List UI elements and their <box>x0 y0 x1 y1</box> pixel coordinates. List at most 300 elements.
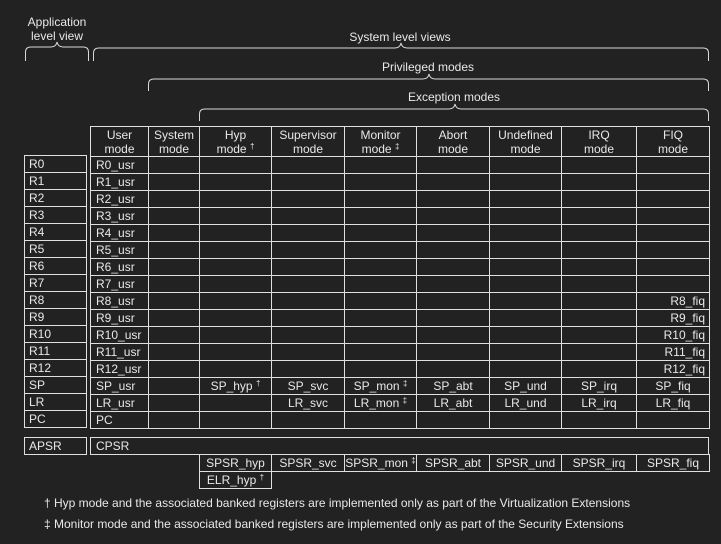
register-cell <box>91 327 149 344</box>
register-cell <box>562 412 637 429</box>
register-cell <box>490 191 562 208</box>
register-cell <box>200 395 272 412</box>
app-register-row <box>25 343 87 360</box>
register-cell <box>91 344 149 361</box>
register-cell <box>200 225 272 242</box>
register-cell <box>637 361 710 378</box>
register-cell <box>345 191 417 208</box>
register-cell <box>562 191 637 208</box>
register-name: SP_usr <box>96 379 136 393</box>
cpsr-table <box>90 437 709 455</box>
register-cell <box>200 327 272 344</box>
register-row <box>91 191 710 208</box>
register-cell <box>562 327 637 344</box>
register-cell <box>490 157 562 174</box>
register-cell <box>417 225 490 242</box>
register-mark: ‡ <box>402 396 408 405</box>
register-cell <box>200 310 272 327</box>
spsr-name: SPSR_abt <box>424 456 482 470</box>
app-register-row <box>25 309 87 326</box>
system-view-bracket <box>94 43 709 61</box>
register-cell <box>149 191 200 208</box>
register-cell <box>272 378 345 395</box>
mode-header-word: mode <box>361 141 392 156</box>
register-cell <box>272 208 345 225</box>
spsr-filler <box>272 472 710 489</box>
register-cell <box>417 412 490 429</box>
app-register-cell: R12 <box>25 360 87 377</box>
register-cell <box>417 276 490 293</box>
register-cell <box>417 361 490 378</box>
register-cell <box>200 276 272 293</box>
banked-register-table <box>90 126 710 429</box>
register-cell <box>345 378 417 395</box>
register-cell <box>490 293 562 310</box>
register-cell <box>91 310 149 327</box>
register-cell <box>490 327 562 344</box>
register-cell <box>345 208 417 225</box>
app-register-row <box>25 190 87 207</box>
mode-header-word: mode <box>158 141 190 156</box>
register-cell <box>200 293 272 310</box>
spsr-cell <box>272 455 345 472</box>
elr-hyp-text: ELR_hyp <box>206 473 257 487</box>
register-cell <box>272 412 345 429</box>
register-cell <box>200 412 272 429</box>
spsr-name: SPSR_hyp <box>206 456 265 470</box>
register-cell <box>417 242 490 259</box>
register-cell <box>91 259 149 276</box>
mode-header-line2 <box>490 142 561 156</box>
register-row <box>91 242 710 259</box>
register-row <box>91 344 710 361</box>
app-register-cell: R5 <box>25 241 87 258</box>
app-register-cell: R8 <box>25 292 87 309</box>
application-view-bracket <box>26 42 89 61</box>
application-level-view-line2: level view <box>30 29 84 43</box>
register-cell <box>272 293 345 310</box>
register-name: LR_irq <box>581 396 617 410</box>
register-name: R6_usr <box>96 260 135 274</box>
register-cell <box>149 310 200 327</box>
mode-header-line1: FIQ <box>663 127 683 142</box>
spsr-name: SPSR_mon <box>345 456 408 470</box>
register-cell <box>345 157 417 174</box>
register-cell <box>562 395 637 412</box>
mode-header-word: mode <box>292 141 324 156</box>
mode-header-line1: IRQ <box>588 127 610 142</box>
mode-header-line2 <box>91 142 148 156</box>
cpsr-cell: CPSR <box>91 438 709 455</box>
app-register-cell: R10 <box>25 326 87 343</box>
mode-column-header <box>637 127 710 157</box>
register-cell <box>637 242 710 259</box>
register-cell <box>149 327 200 344</box>
register-cell <box>91 242 149 259</box>
register-name: R8_usr <box>96 294 135 308</box>
register-cell <box>490 208 562 225</box>
system-level-views-label: System level views <box>349 30 451 44</box>
register-cell <box>637 378 710 395</box>
register-cell <box>637 310 710 327</box>
register-cell <box>272 395 345 412</box>
register-cell <box>149 157 200 174</box>
mode-header-mark: ‡ <box>394 141 400 151</box>
mode-header-line2 <box>200 142 271 156</box>
register-cell <box>637 259 710 276</box>
register-cell <box>272 259 345 276</box>
register-cell <box>490 378 562 395</box>
mode-header-line1: Abort <box>438 127 468 142</box>
register-cell <box>91 378 149 395</box>
mode-header-word: mode <box>657 141 689 156</box>
mode-header-word: mode <box>510 141 541 156</box>
register-cell <box>200 157 272 174</box>
register-cell <box>345 242 417 259</box>
app-register-row <box>25 173 87 190</box>
spsr-cell <box>562 455 637 472</box>
register-row <box>91 310 710 327</box>
register-cell <box>562 361 637 378</box>
mode-header-word: mode <box>437 141 469 156</box>
register-name: R2_usr <box>96 192 135 206</box>
register-row <box>91 327 710 344</box>
register-cell <box>562 259 637 276</box>
register-cell <box>345 259 417 276</box>
spsr-table <box>199 454 710 489</box>
register-name: R10_usr <box>96 328 142 342</box>
register-cell <box>637 412 710 429</box>
register-cell <box>562 276 637 293</box>
register-cell <box>149 412 200 429</box>
register-row <box>91 157 710 174</box>
mode-header-line1: Monitor <box>360 127 401 142</box>
spsr-name: SPSR_irq <box>572 456 626 470</box>
app-register-cell: R2 <box>25 190 87 207</box>
register-name: R1_usr <box>96 175 135 189</box>
register-cell <box>490 412 562 429</box>
exception-modes-bracket <box>200 104 709 121</box>
register-cell <box>345 327 417 344</box>
register-cell <box>345 361 417 378</box>
register-cell <box>637 157 710 174</box>
register-cell <box>562 225 637 242</box>
elr-hyp-cell <box>200 472 272 489</box>
app-register-cell: R7 <box>25 275 87 292</box>
app-register-row <box>25 241 87 258</box>
register-cell <box>417 378 490 395</box>
register-row <box>91 361 710 378</box>
register-cell <box>490 395 562 412</box>
app-register-row <box>25 207 87 224</box>
register-cell <box>637 191 710 208</box>
register-cell <box>345 276 417 293</box>
register-name: R4_usr <box>96 226 135 240</box>
register-cell <box>200 242 272 259</box>
apsr-cell: APSR <box>25 438 87 455</box>
mode-header-line2 <box>417 142 489 156</box>
app-register-row <box>25 258 87 275</box>
app-register-cell: R4 <box>25 224 87 241</box>
register-name: SP_irq <box>580 379 618 393</box>
register-cell <box>149 174 200 191</box>
register-name: LR_svc <box>287 396 328 410</box>
apsr-table <box>24 437 87 455</box>
register-cell <box>417 174 490 191</box>
register-cell <box>149 208 200 225</box>
register-cell <box>272 157 345 174</box>
register-cell <box>272 310 345 327</box>
register-name: SP_svc <box>287 379 329 393</box>
app-register-cell: R3 <box>25 207 87 224</box>
register-cell <box>272 225 345 242</box>
register-cell <box>562 174 637 191</box>
register-name: R9_fiq <box>670 311 705 325</box>
register-cell <box>345 293 417 310</box>
register-cell <box>345 225 417 242</box>
register-name: SP_abt <box>433 379 473 393</box>
register-cell <box>490 276 562 293</box>
mode-header-word: mode <box>583 141 615 156</box>
register-cell <box>149 276 200 293</box>
register-row <box>91 378 710 395</box>
register-cell <box>345 344 417 361</box>
spsr-cell <box>490 455 562 472</box>
register-cell <box>200 361 272 378</box>
footnote-hyp: † Hyp mode and the associated banked registers are implemented only as part of the Virtualization Extensions <box>44 496 631 510</box>
register-cell <box>637 344 710 361</box>
spsr-mark: ‡ <box>411 456 416 465</box>
register-cell <box>272 242 345 259</box>
register-cell <box>91 225 149 242</box>
register-name: R12_usr <box>96 362 142 376</box>
mode-header-mark: † <box>249 141 255 151</box>
register-cell <box>637 208 710 225</box>
register-cell <box>417 310 490 327</box>
register-name: SP_hyp <box>210 379 253 393</box>
register-cell <box>200 208 272 225</box>
register-row <box>91 259 710 276</box>
register-row <box>91 174 710 191</box>
register-name: LR_mon <box>353 396 400 410</box>
register-cell <box>417 259 490 276</box>
mode-header-line2 <box>637 142 709 156</box>
register-cell <box>272 361 345 378</box>
register-row <box>91 225 710 242</box>
mode-header-word: mode <box>216 141 247 156</box>
register-cell <box>637 327 710 344</box>
app-register-row <box>25 394 87 411</box>
app-register-cell: R9 <box>25 309 87 326</box>
register-mark: † <box>255 379 261 388</box>
register-name: LR_usr <box>96 396 135 410</box>
register-cell <box>637 174 710 191</box>
exception-modes-label: Exception modes <box>407 90 501 104</box>
register-cell <box>490 310 562 327</box>
mode-column-header <box>149 127 200 157</box>
elr-hyp-mark: † <box>259 473 265 482</box>
register-name: R11_fiq <box>664 345 705 359</box>
mode-column-header <box>562 127 637 157</box>
register-name: R7_usr <box>96 277 135 291</box>
register-cell <box>345 412 417 429</box>
register-cell <box>562 242 637 259</box>
spsr-name: SPSR_und <box>495 456 556 470</box>
app-register-row <box>25 411 87 428</box>
register-cell <box>149 344 200 361</box>
register-cell <box>490 361 562 378</box>
register-cell <box>200 259 272 276</box>
register-cell <box>417 395 490 412</box>
register-row <box>91 293 710 310</box>
mode-header-line1: Hyp <box>224 127 247 142</box>
app-register-cell: R6 <box>25 258 87 275</box>
register-name: R5_usr <box>96 243 135 257</box>
register-mark: ‡ <box>402 379 408 388</box>
mode-header-line1: User <box>106 127 133 142</box>
app-register-row <box>25 275 87 292</box>
app-register-cell: R1 <box>25 173 87 190</box>
privileged-modes-bracket <box>149 74 709 91</box>
register-cell <box>149 225 200 242</box>
app-register-cell: LR <box>25 394 87 411</box>
register-cell <box>345 174 417 191</box>
register-cell <box>91 208 149 225</box>
register-cell <box>91 395 149 412</box>
register-cell <box>200 378 272 395</box>
mode-header-word: mode <box>104 141 135 156</box>
register-cell <box>417 344 490 361</box>
register-row <box>91 208 710 225</box>
register-cell <box>91 412 149 429</box>
app-register-cell: PC <box>25 411 87 428</box>
register-cell <box>91 174 149 191</box>
register-cell <box>490 344 562 361</box>
register-cell <box>417 191 490 208</box>
register-name: R8_fiq <box>670 294 705 308</box>
register-cell <box>490 259 562 276</box>
mode-header-line1: System <box>153 127 194 142</box>
mode-column-header <box>272 127 345 157</box>
mode-header-line2 <box>345 142 416 156</box>
app-register-cell: SP <box>25 377 87 394</box>
register-cell <box>490 242 562 259</box>
mode-column-header <box>91 127 149 157</box>
register-cell <box>562 293 637 310</box>
app-register-row <box>25 326 87 343</box>
register-cell <box>149 293 200 310</box>
spsr-cell <box>200 455 272 472</box>
register-cell <box>272 276 345 293</box>
register-cell <box>490 174 562 191</box>
register-cell <box>91 293 149 310</box>
register-cell <box>562 344 637 361</box>
register-name: R3_usr <box>96 209 135 223</box>
mode-header-line1: Undefined <box>498 127 553 142</box>
footnote-monitor: ‡ Monitor mode and the associated banked registers are implemented only as part of the Security Extensions <box>44 517 624 531</box>
register-cell <box>345 310 417 327</box>
register-name: LR_abt <box>433 396 473 410</box>
register-cell <box>490 225 562 242</box>
register-name: SP_und <box>504 379 547 393</box>
register-cell <box>272 327 345 344</box>
mode-header-line1: Supervisor <box>279 127 337 142</box>
spsr-cell <box>345 455 417 472</box>
spsr-cell <box>417 455 490 472</box>
application-register-table <box>24 155 87 428</box>
register-cell <box>272 191 345 208</box>
register-cell <box>149 395 200 412</box>
spsr-cell <box>637 455 710 472</box>
app-register-row <box>25 224 87 241</box>
register-cell <box>637 225 710 242</box>
register-name: SP_fiq <box>655 379 691 393</box>
register-cell <box>91 276 149 293</box>
register-cell <box>637 293 710 310</box>
register-cell <box>562 310 637 327</box>
app-register-row <box>25 360 87 377</box>
register-row <box>91 395 710 412</box>
mode-header-line2 <box>149 142 199 156</box>
register-name: LR_fiq <box>655 396 691 410</box>
app-register-row <box>25 292 87 309</box>
register-cell <box>417 157 490 174</box>
register-cell <box>562 157 637 174</box>
spsr-name: SPSR_svc <box>279 456 337 470</box>
register-name: LR_und <box>504 396 547 410</box>
register-cell <box>91 157 149 174</box>
register-row <box>91 412 710 429</box>
register-name: R9_usr <box>96 311 135 325</box>
register-cell <box>417 293 490 310</box>
register-cell <box>637 276 710 293</box>
mode-header-line2 <box>272 142 344 156</box>
app-register-row <box>25 156 87 173</box>
register-name: R12_fiq <box>663 362 705 376</box>
register-cell <box>417 327 490 344</box>
register-cell <box>200 191 272 208</box>
register-cell <box>562 208 637 225</box>
application-level-view-line1: Application <box>27 15 87 29</box>
register-name: R0_usr <box>96 158 135 172</box>
register-cell <box>200 344 272 361</box>
register-cell <box>149 242 200 259</box>
register-cell <box>200 174 272 191</box>
register-cell <box>91 361 149 378</box>
register-cell <box>149 361 200 378</box>
register-cell <box>272 344 345 361</box>
register-cell <box>149 378 200 395</box>
register-cell <box>91 191 149 208</box>
app-register-row <box>25 377 87 394</box>
mode-column-header <box>345 127 417 157</box>
register-name: PC <box>96 413 113 427</box>
privileged-modes-label: Privileged modes <box>381 60 475 74</box>
mode-column-header <box>490 127 562 157</box>
spsr-name: SPSR_fiq <box>646 456 700 470</box>
register-name: SP_mon <box>353 379 400 393</box>
register-name: R10_fiq <box>663 328 705 342</box>
register-cell <box>562 378 637 395</box>
register-row <box>91 276 710 293</box>
register-cell <box>149 259 200 276</box>
register-cell <box>637 395 710 412</box>
mode-header-line2 <box>562 142 636 156</box>
mode-column-header <box>417 127 490 157</box>
register-cell <box>272 174 345 191</box>
register-cell <box>417 208 490 225</box>
mode-column-header <box>200 127 272 157</box>
